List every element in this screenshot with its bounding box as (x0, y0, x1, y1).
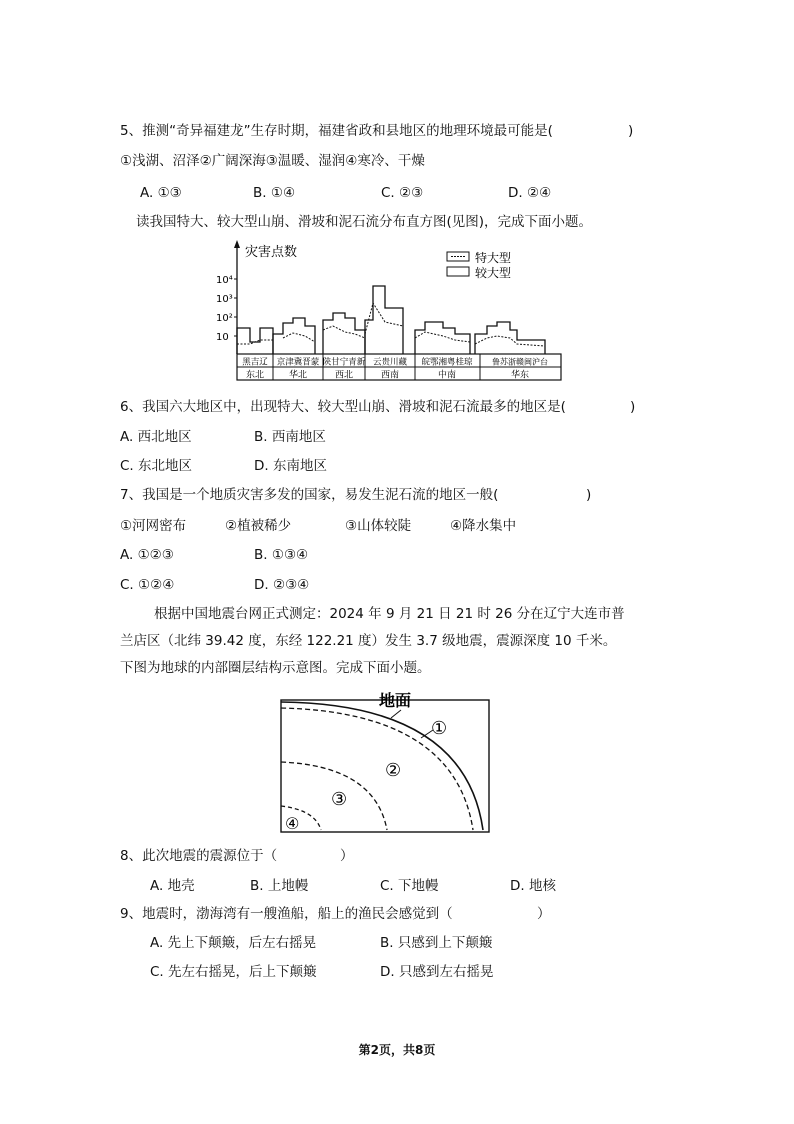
region-label: 西南 (380, 370, 400, 381)
q9-stem: 9、地震时，渤海湾有一艘渔船，船上的渔民会感觉到（ (120, 906, 453, 922)
q7-option-d[interactable]: D. ②③④ (254, 577, 310, 593)
q9-paren: ） (537, 906, 551, 922)
q5-option-a[interactable]: A. ①③ (140, 185, 182, 201)
legend-swatch-large (447, 267, 469, 276)
layer-label-4: ④ (285, 814, 300, 833)
province-label: 云贵川藏 (372, 357, 408, 368)
province-label: 鲁苏浙赣闽沪台 (492, 357, 548, 367)
layer-label-3: ③ (331, 789, 348, 810)
q6-option-d[interactable]: D. 东南地区 (254, 458, 327, 474)
q7-item-2: ②植被稀少 (225, 518, 292, 534)
q7-option-a[interactable]: A. ①②③ (120, 547, 174, 563)
bars-dongbei (237, 328, 273, 354)
q9-option-b[interactable]: B. 只感到上下颠簸 (380, 935, 493, 951)
bars-huadong-extra (475, 336, 545, 346)
q9-option-a[interactable]: A. 先上下颠簸，后左右摇晃 (150, 935, 317, 951)
q8-stem: 8、此次地震的震源位于（ (120, 848, 278, 864)
page-footer: 第2页，共8页 (358, 1043, 436, 1057)
legend-label-large: 较大型 (475, 266, 512, 280)
region-label: 华东 (510, 370, 530, 381)
legend-label-extra-large: 特大型 (475, 251, 512, 265)
q6-paren: ) (630, 399, 636, 415)
q8-option-b[interactable]: B. 上地幔 (250, 878, 309, 894)
y-tick-label: 10³ (216, 294, 233, 305)
y-axis-label: 灾害点数 (245, 245, 298, 260)
q9-option-d[interactable]: D. 只感到左右摇晃 (380, 964, 494, 980)
region-label: 东北 (245, 370, 265, 381)
province-label: 黑吉辽 (242, 357, 268, 368)
q5-stem: 5、推测“奇异福建龙”生存时期，福建省政和县地区的地理环境最可能是( (120, 123, 553, 139)
q8-option-c[interactable]: C. 下地幔 (380, 878, 439, 894)
q7-option-b[interactable]: B. ①③④ (254, 547, 309, 563)
intro-earthquake-line3: 下图为地球的内部圈层结构示意图。完成下面小题。 (120, 660, 431, 676)
region-label: 西北 (334, 370, 354, 381)
q7-item-3: ③山体较陡 (345, 518, 412, 534)
bars-xibei-extra (323, 326, 365, 338)
q7-stem: 7、我国是一个地质灾害多发的国家，易发生泥石流的地区一般( (120, 487, 499, 503)
landslide-histogram (205, 238, 565, 383)
region-label: 华北 (288, 370, 308, 381)
bars-zhongnan (415, 322, 470, 354)
bars-dongbei-extra (237, 340, 273, 344)
bars-xinan (365, 286, 403, 354)
q5-paren: ) (628, 123, 634, 139)
bars-huabei-extra (283, 333, 315, 342)
intro-histogram: 读我国特大、较大型山崩、滑坡和泥石流分布直方图(见图)，完成下面小题。 (136, 214, 593, 230)
q6-option-b[interactable]: B. 西南地区 (254, 429, 326, 445)
intro-earthquake-line1: 根据中国地震台网正式测定：2024 年 9 月 21 日 21 时 26 分在辽宁大连市普 (154, 606, 625, 622)
region-label: 中南 (437, 370, 457, 381)
y-tick-label: 10 (216, 332, 229, 343)
province-label: 皖鄂湘粤桂琼 (421, 357, 473, 368)
q6-option-c[interactable]: C. 东北地区 (120, 458, 193, 474)
q7-paren: ) (586, 487, 592, 503)
q7-item-4: ④降水集中 (450, 518, 517, 534)
province-label: 陕甘宁青新 (322, 357, 366, 368)
layer-label-2: ② (385, 760, 402, 781)
q8-option-d[interactable]: D. 地核 (510, 878, 556, 894)
q5-option-b[interactable]: B. ①④ (253, 185, 296, 201)
province-label: 京津冀晋蒙 (276, 357, 320, 368)
q5-option-c[interactable]: C. ②③ (381, 185, 424, 201)
q6-stem: 6、我国六大地区中，出现特大、较大型山崩、滑坡和泥石流最多的地区是( (120, 399, 566, 415)
y-tick-label: 10² (216, 313, 233, 324)
q8-option-a[interactable]: A. 地壳 (150, 878, 195, 894)
bars-xibei (323, 313, 365, 354)
q6-option-a[interactable]: A. 西北地区 (120, 429, 192, 445)
q7-option-c[interactable]: C. ①②④ (120, 577, 175, 593)
q9-option-c[interactable]: C. 先左右摇晃，后上下颠簸 (150, 964, 317, 980)
y-tick-label: 10⁴ (216, 275, 233, 286)
q5-option-d[interactable]: D. ②④ (508, 185, 552, 201)
q7-item-1: ①河网密布 (120, 518, 187, 534)
intro-earthquake-line2: 兰店区（北纬 39.42 度，东经 122.21 度）发生 3.7 级地震，震源深度 10 千米。 (120, 633, 617, 649)
bars-huabei (273, 318, 315, 354)
layer-label-1: ① (431, 718, 448, 739)
surface-label: 地面 (379, 691, 412, 710)
q8-paren: ） (340, 848, 354, 864)
q5-items: ①浅湖、沼泽②广阔深海③温暖、湿润④寒冷、干燥 (120, 153, 425, 169)
y-axis-arrow (234, 240, 240, 248)
earth-interior-diagram (275, 690, 505, 838)
